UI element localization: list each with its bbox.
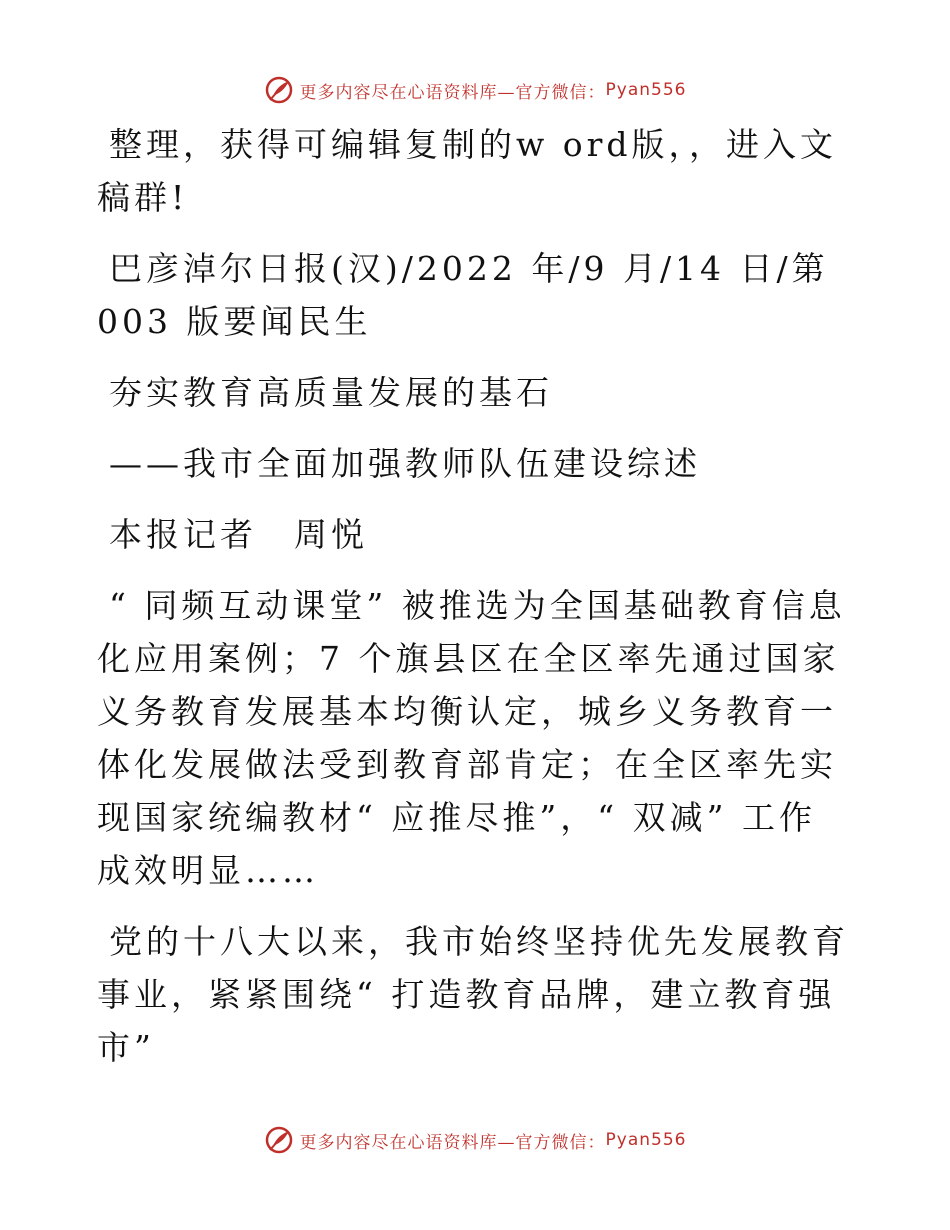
feather-logo-icon: [264, 1125, 294, 1155]
paragraph-body-1: “ 同频互动课堂” 被推选为全国基础教育信息化应用案例；7 个旗县区在全区率先通过国家义务教育发展基本均衡认定，城乡义务教育一体化发展做法受到教育部肯定；在全区率先实现国家统编教材“ 应推尽推”，“ 双减” 工作成效明显……: [97, 586, 846, 890]
watermark-text: 更多内容尽在心语资料库—官方微信：: [299, 1132, 606, 1153]
feather-logo-icon: [264, 75, 294, 105]
watermark-account: Pyan556: [605, 1130, 687, 1150]
header-watermark: [0, 70, 950, 110]
paragraph-intro: 整理，获得可编辑复制的w ord版，，进入文稿群!: [97, 125, 838, 217]
document-body: [97, 118, 849, 1092]
article-title: 夯实教育高质量发展的基石: [109, 373, 553, 412]
footer-watermark: [0, 1120, 950, 1160]
paragraph-source: 巴彦淖尔日报(汉)/2022 年/9 月/14 日/第 003 版要闻民生: [97, 249, 829, 341]
watermark-text: 更多内容尽在心语资料库—官方微信：: [299, 82, 606, 103]
paragraph-body-2: 党的十八大以来，我市始终坚持优先发展教育事业，紧紧围绕“ 打造教育品牌，建立教育强市”: [97, 922, 849, 1067]
watermark-account: Pyan556: [605, 80, 687, 100]
article-subtitle: ——我市全面加强教师队伍建设综述: [109, 444, 701, 483]
article-byline: 本报记者 周悦: [109, 515, 368, 554]
